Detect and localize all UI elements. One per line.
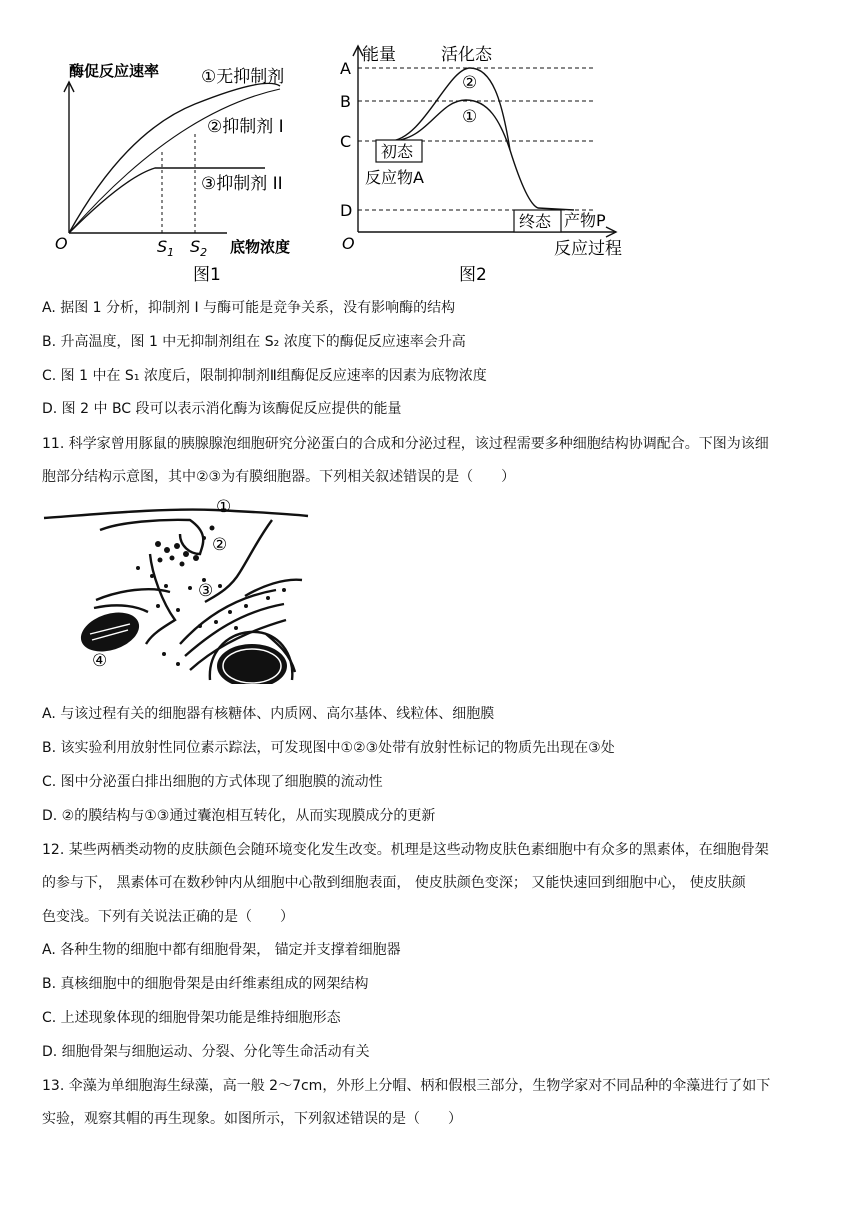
fig2-tick-d: D	[340, 201, 353, 220]
cell-structure-diagram	[40, 494, 312, 684]
fig1-x-axis-label: 底物浓度	[230, 238, 291, 256]
fig2-curve1-mark: ①	[462, 107, 478, 127]
fig1-s2-sub: 2	[200, 246, 208, 259]
q11-option-a: A. 与该过程有关的细胞器有核糖体、内质网、高尔基体、线粒体、细胞膜	[42, 706, 495, 722]
fig1-s1: S	[157, 237, 168, 256]
figure-1-enzyme-rate-graph	[55, 52, 325, 292]
cell-label-4: ④	[92, 651, 108, 671]
q11-option-c: C. 图中分泌蛋白排出细胞的方式体现了细胞膜的流动性	[42, 774, 383, 790]
q11-option-d: D. ②的膜结构与①③通过囊泡相互转化，从而实现膜成分的更新	[42, 808, 436, 824]
figure-2-energy-graph	[338, 40, 638, 292]
cell-label-2: ②	[212, 535, 228, 555]
q11-option-b: B. 该实验利用放射性同位素示踪法，可发现图中①②③处带有放射性标记的物质先出现在③处	[42, 740, 615, 756]
q11-stem-line1: 11. 科学家曾用豚鼠的胰腺腺泡细胞研究分泌蛋白的合成和分泌过程，该过程需要多种细胞结构协调配合。下图为该细	[42, 436, 769, 452]
fig2-y-axis-label: 能量	[362, 45, 396, 65]
fig2-tick-b: B	[340, 92, 351, 111]
q12-option-d: D. 细胞骨架与细胞运动、分裂、分化等生命活动有关	[42, 1044, 370, 1060]
fig2-active-state-label: 活化态	[441, 45, 492, 65]
fig1-curve3-label: ③抑制剂 II	[201, 174, 283, 194]
q13-stem-line2: 实验，观察其帽的再生现象。如图所示，下列叙述错误的是（ ）	[42, 1111, 462, 1127]
q13-stem-line1: 13. 伞藻为单细胞海生绿藻，高一般 2～7cm，外形上分帽、柄和假根三部分，生物学家对不同品种的伞藻进行了如下	[42, 1078, 771, 1094]
q12-stem-line3: 色变浅。下列有关说法正确的是（ ）	[42, 909, 294, 925]
q10-option-b: B. 升高温度，图 1 中无抑制剂组在 S₂ 浓度下的酶促反应速率会升高	[42, 334, 466, 350]
q12-stem-line2: 的参与下， 黑素体可在数秒钟内从细胞中心散到细胞表面， 使皮肤颜色变深； 又能快速回到细胞中心， 使皮肤颜	[42, 875, 746, 891]
cell-label-1: ①	[216, 497, 232, 517]
q10-option-c: C. 图 1 中在 S₁ 浓度后，限制抑制剂Ⅱ组酶促反应速率的因素为底物浓度	[42, 368, 487, 384]
fig1-curve2-label: ②抑制剂 I	[207, 117, 284, 137]
q11-stem-line2: 胞部分结构示意图，其中②③为有膜细胞器。下列相关叙述错误的是（ ）	[42, 469, 516, 485]
fig2-initial-state-box: 初态	[381, 142, 414, 161]
fig1-s1-sub: 1	[167, 246, 175, 259]
fig2-final-state-box: 终态	[519, 212, 552, 231]
fig2-x-axis-label: 反应过程	[554, 239, 622, 259]
fig2-reactant-label: 反应物A	[365, 168, 424, 187]
cell-label-3: ③	[198, 581, 214, 601]
q12-stem-line1: 12. 某些两栖类动物的皮肤颜色会随环境变化发生改变。机理是这些动物皮肤色素细胞中有众多的黑素体，在细胞骨架	[42, 842, 769, 858]
fig1-s2: S	[190, 237, 201, 256]
q12-option-b: B. 真核细胞中的细胞骨架是由纤维素组成的网架结构	[42, 976, 369, 992]
fig1-caption: 图1	[193, 265, 221, 285]
fig2-origin: O	[342, 234, 355, 253]
svg-text:S1	[157, 237, 174, 259]
q12-option-c: C. 上述现象体现的细胞骨架功能是维持细胞形态	[42, 1010, 341, 1026]
fig1-y-axis-label: 酶促反应速率	[69, 62, 160, 80]
svg-text:S2	[190, 237, 207, 259]
q10-option-a: A. 据图 1 分析，抑制剂 I 与酶可能是竞争关系，没有影响酶的结构	[42, 300, 456, 316]
fig1-origin: O	[55, 234, 68, 253]
q12-option-a: A. 各种生物的细胞中都有细胞骨架， 锚定并支撑着细胞器	[42, 942, 401, 958]
q10-option-d: D. 图 2 中 BC 段可以表示消化酶为该酶促反应提供的能量	[42, 401, 402, 417]
fig2-tick-a: A	[340, 59, 351, 78]
fig2-product-label: 产物P	[564, 211, 606, 230]
fig1-curve1-label: ①无抑制剂	[201, 67, 285, 87]
fig2-tick-c: C	[340, 132, 352, 151]
fig2-curve2-mark: ②	[462, 73, 478, 93]
fig2-caption: 图2	[459, 265, 487, 285]
